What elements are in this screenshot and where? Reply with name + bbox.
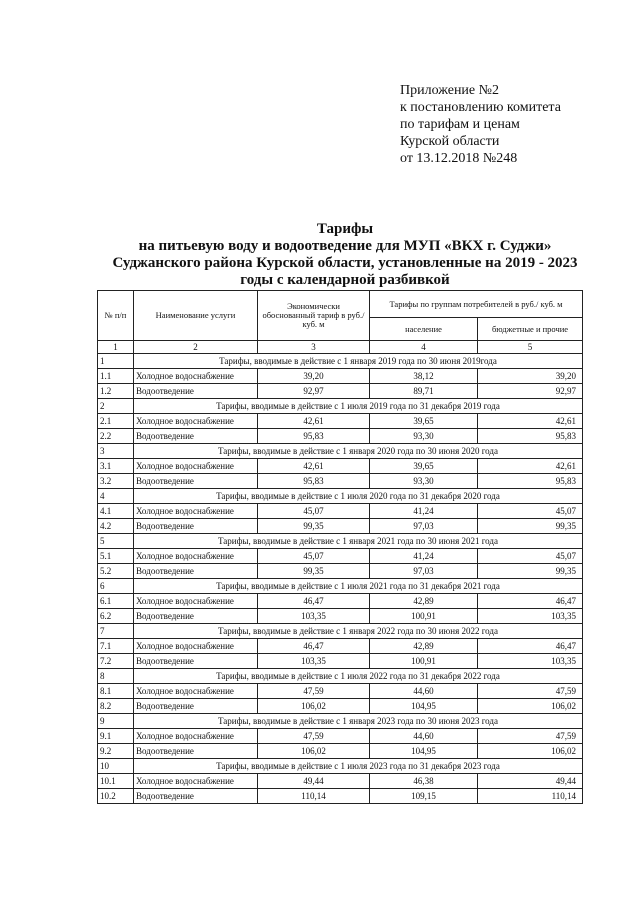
budget-tariff: 47,59 [478,729,583,744]
population-tariff: 44,60 [370,729,478,744]
period-title: Тарифы, вводимые в действие с 1 января 2023 года по 30 июня 2023 года [134,714,583,729]
appendix-line: по тарифам и ценам [400,117,520,132]
period-title: Тарифы, вводимые в действие с 1 января 2020 года по 30 июня 2020 года [134,444,583,459]
economic-tariff: 103,35 [258,654,370,669]
economic-tariff: 49,44 [258,774,370,789]
header-budget: бюджетные и прочие [478,318,583,341]
economic-tariff: 42,61 [258,459,370,474]
period-row [98,399,583,414]
row-number: 4.2 [98,519,134,534]
budget-tariff: 110,14 [478,789,583,804]
population-tariff: 41,24 [370,549,478,564]
economic-tariff: 99,35 [258,564,370,579]
period-number: 1 [98,354,134,369]
service-name: Холодное водоснабжение [134,729,258,744]
budget-tariff: 103,35 [478,609,583,624]
service-name: Холодное водоснабжение [134,774,258,789]
row-number: 9.2 [98,744,134,759]
table-row [98,639,583,654]
appendix-line: от 13.12.2018 №248 [400,151,518,166]
period-title: Тарифы, вводимые в действие с 1 июля 2022 года по 31 декабря 2022 года [134,669,583,684]
table-row [98,414,583,429]
title-line: на питьевую воду и водоотведение для МУП «ВКХ г. Суджи» [138,238,552,254]
table-row [98,564,583,579]
service-name: Водоотведение [134,654,258,669]
title-line: Тарифы [316,221,374,237]
service-name: Холодное водоснабжение [134,684,258,699]
population-tariff: 41,24 [370,504,478,519]
row-number: 3.2 [98,474,134,489]
economic-tariff: 92,97 [258,384,370,399]
row-number: 1.2 [98,384,134,399]
row-number: 7.1 [98,639,134,654]
table-row [98,369,583,384]
population-tariff: 39,65 [370,414,478,429]
budget-tariff: 106,02 [478,744,583,759]
period-number: 10 [98,759,134,774]
population-tariff: 38,12 [370,369,478,384]
table-row [98,684,583,699]
row-number: 10.2 [98,789,134,804]
period-number: 5 [98,534,134,549]
row-number: 1.1 [98,369,134,384]
period-row [98,759,583,774]
economic-tariff: 110,14 [258,789,370,804]
population-tariff: 97,03 [370,564,478,579]
table-row [98,474,583,489]
column-number: 4 [370,341,478,354]
service-name: Холодное водоснабжение [134,639,258,654]
period-row [98,669,583,684]
budget-tariff: 95,83 [478,429,583,444]
economic-tariff: 42,61 [258,414,370,429]
budget-tariff: 92,97 [478,384,583,399]
period-row [98,489,583,504]
table-row [98,609,583,624]
appendix-line: Курской области [400,134,500,149]
budget-tariff: 42,61 [478,414,583,429]
service-name: Водоотведение [134,699,258,714]
population-tariff: 42,89 [370,639,478,654]
budget-tariff: 47,59 [478,684,583,699]
table-row [98,699,583,714]
economic-tariff: 46,47 [258,639,370,654]
row-number: 6.1 [98,594,134,609]
tariffs-table [97,290,583,804]
budget-tariff: 103,35 [478,654,583,669]
period-title: Тарифы, вводимые в действие с 1 июля 2020 года по 31 декабря 2020 года [134,489,583,504]
economic-tariff: 106,02 [258,744,370,759]
table-row [98,504,583,519]
budget-tariff: 42,61 [478,459,583,474]
period-row [98,579,583,594]
period-number: 4 [98,489,134,504]
service-name: Водоотведение [134,744,258,759]
budget-tariff: 49,44 [478,774,583,789]
population-tariff: 109,15 [370,789,478,804]
table-row [98,459,583,474]
table-row [98,429,583,444]
table-row [98,654,583,669]
economic-tariff: 47,59 [258,684,370,699]
population-tariff: 100,91 [370,654,478,669]
service-name: Водоотведение [134,609,258,624]
row-number: 8.1 [98,684,134,699]
budget-tariff: 46,47 [478,639,583,654]
economic-tariff: 95,83 [258,429,370,444]
header-num: № п/п [98,291,134,341]
population-tariff: 100,91 [370,609,478,624]
row-number: 3.1 [98,459,134,474]
period-number: 8 [98,669,134,684]
budget-tariff: 99,35 [478,564,583,579]
header-economic: Экономически обоснованный тариф в руб./ куб. м [258,291,370,341]
period-title: Тарифы, вводимые в действие с 1 января 2021 года по 30 июня 2021 года [134,534,583,549]
population-tariff: 104,95 [370,699,478,714]
economic-tariff: 45,07 [258,504,370,519]
budget-tariff: 106,02 [478,699,583,714]
period-row [98,354,583,369]
table-row [98,594,583,609]
economic-tariff: 45,07 [258,549,370,564]
row-number: 5.2 [98,564,134,579]
row-number: 7.2 [98,654,134,669]
period-title: Тарифы, вводимые в действие с 1 июля 2019 года по 31 декабря 2019 года [134,399,583,414]
economic-tariff: 46,47 [258,594,370,609]
period-number: 7 [98,624,134,639]
table-row [98,744,583,759]
population-tariff: 42,89 [370,594,478,609]
period-row [98,714,583,729]
service-name: Водоотведение [134,474,258,489]
column-number: 5 [478,341,583,354]
service-name: Водоотведение [134,564,258,579]
population-tariff: 46,38 [370,774,478,789]
row-number: 6.2 [98,609,134,624]
service-name: Холодное водоснабжение [134,369,258,384]
service-name: Холодное водоснабжение [134,594,258,609]
period-title: Тарифы, вводимые в действие с 1 января 2019 года по 30 июня 2019года [134,354,583,369]
budget-tariff: 99,35 [478,519,583,534]
budget-tariff: 45,07 [478,504,583,519]
economic-tariff: 103,35 [258,609,370,624]
service-name: Водоотведение [134,384,258,399]
column-number: 2 [134,341,258,354]
budget-tariff: 95,83 [478,474,583,489]
document-title [90,221,600,289]
period-row [98,534,583,549]
period-number: 2 [98,399,134,414]
column-number: 3 [258,341,370,354]
header-population: население [370,318,478,341]
row-number: 2.2 [98,429,134,444]
title-line: годы с календарной разбивкой [240,272,450,288]
row-number: 8.2 [98,699,134,714]
period-title: Тарифы, вводимые в действие с 1 июля 2023 года по 31 декабря 2023 года [134,759,583,774]
service-name: Холодное водоснабжение [134,414,258,429]
row-number: 4.1 [98,504,134,519]
period-number: 3 [98,444,134,459]
population-tariff: 93,30 [370,429,478,444]
economic-tariff: 47,59 [258,729,370,744]
population-tariff: 104,95 [370,744,478,759]
budget-tariff: 46,47 [478,594,583,609]
title-line: Суджанского района Курской области, установленные на 2019 - 2023 [112,255,578,271]
table-row [98,549,583,564]
column-numbers-row [98,341,583,354]
economic-tariff: 99,35 [258,519,370,534]
service-name: Водоотведение [134,429,258,444]
row-number: 2.1 [98,414,134,429]
service-name: Холодное водоснабжение [134,549,258,564]
table-row [98,384,583,399]
population-tariff: 89,71 [370,384,478,399]
header-service: Наименование услуги [134,291,258,341]
period-row [98,624,583,639]
row-number: 10.1 [98,774,134,789]
table-row [98,789,583,804]
economic-tariff: 95,83 [258,474,370,489]
economic-tariff: 106,02 [258,699,370,714]
service-name: Водоотведение [134,789,258,804]
service-name: Холодное водоснабжение [134,459,258,474]
economic-tariff: 39,20 [258,369,370,384]
appendix-line: Приложение №2 [400,83,499,98]
service-name: Холодное водоснабжение [134,504,258,519]
period-title: Тарифы, вводимые в действие с 1 января 2022 года по 30 июня 2022 года [134,624,583,639]
table-body [98,341,583,804]
period-row [98,444,583,459]
appendix-line: к постановлению комитета [400,100,561,115]
population-tariff: 97,03 [370,519,478,534]
table-row [98,774,583,789]
table-row [98,519,583,534]
column-number: 1 [98,341,134,354]
service-name: Водоотведение [134,519,258,534]
period-number: 6 [98,579,134,594]
appendix-block [400,82,561,167]
population-tariff: 44,60 [370,684,478,699]
row-number: 9.1 [98,729,134,744]
population-tariff: 93,30 [370,474,478,489]
budget-tariff: 45,07 [478,549,583,564]
population-tariff: 39,65 [370,459,478,474]
row-number: 5.1 [98,549,134,564]
table-row [98,729,583,744]
budget-tariff: 39,20 [478,369,583,384]
period-title: Тарифы, вводимые в действие с 1 июля 2021 года по 31 декабря 2021 года [134,579,583,594]
header-groups: Тарифы по группам потребителей в руб./ куб. м [370,291,583,318]
period-number: 9 [98,714,134,729]
